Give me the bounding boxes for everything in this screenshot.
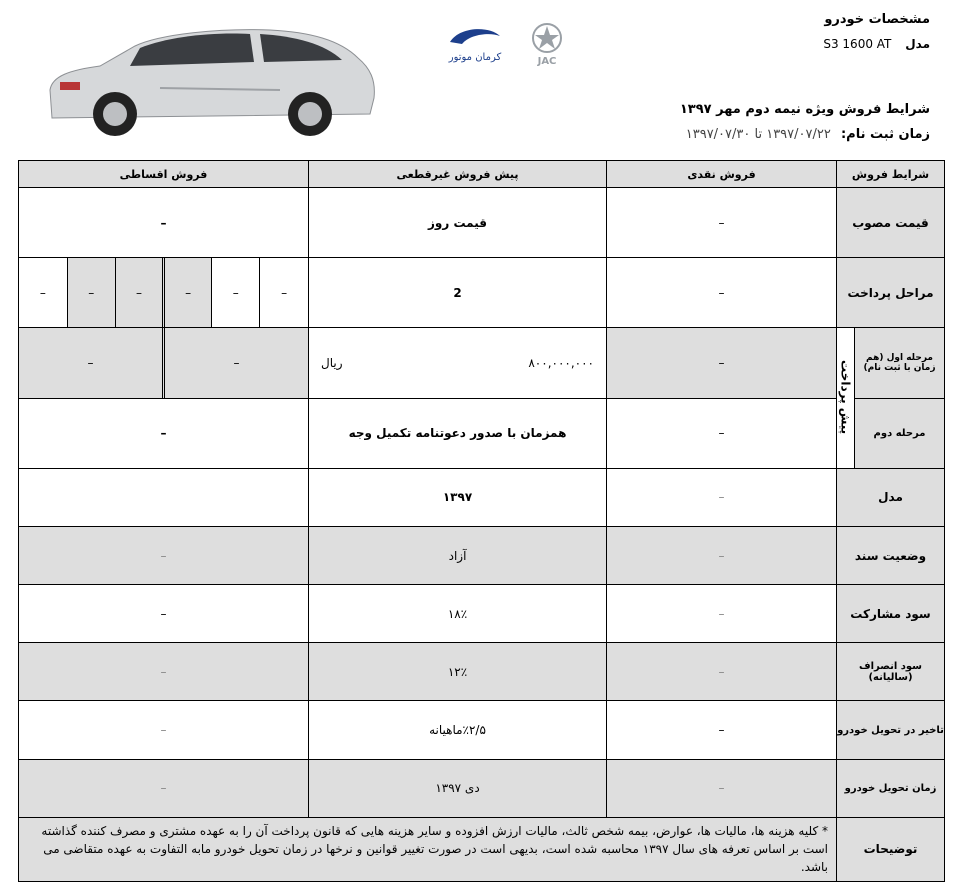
cell-model-presale: ۱۳۹۷: [309, 468, 607, 526]
row-label-stage1: مرحله اول (هم زمان با ثبت نام): [855, 328, 945, 398]
cell-cancel-profit-presale: ۱۲٪: [309, 643, 607, 701]
row-label-stage2: مرحله دوم: [855, 398, 945, 468]
cell-cancel-profit-cash: –: [607, 643, 837, 701]
row-label-doc-status: وضعیت سند: [837, 526, 945, 584]
cell-price-cash: –: [607, 188, 837, 258]
cell-delivery-installment: –: [19, 759, 309, 817]
svg-text:کرمان موتور: کرمان موتور: [448, 52, 502, 63]
stage-sub-cell: –: [115, 258, 163, 327]
stage-sub-cell: –: [260, 258, 308, 327]
kerman-motor-logo: [440, 22, 510, 66]
table-row: [19, 585, 945, 643]
row-label-delivery: زمان تحویل خودرو: [837, 759, 945, 817]
row-label-profit: سود مشارکت: [837, 585, 945, 643]
sale-title: شرایط فروش ویژه نیمه دوم مهر ۱۳۹۷: [679, 102, 930, 117]
cell-doc-status-cash: –: [607, 526, 837, 584]
svg-text:JAC: JAC: [537, 56, 557, 66]
cell-stages-cash: –: [607, 258, 837, 328]
cell-delivery-cash: –: [607, 759, 837, 817]
cell-model-installment: [19, 468, 309, 526]
row-label-cancel-profit: سود انصراف (سالیانه): [837, 643, 945, 701]
header-installment: فروش اقساطی: [19, 161, 309, 188]
header: [0, 0, 960, 160]
cell-stages-presale: 2: [309, 258, 607, 328]
cell-stage1-cash: –: [607, 328, 837, 398]
cell-stage1-presale: [309, 328, 607, 398]
cell-stage2-installment: –: [19, 398, 309, 468]
stage1-amount-unit: ریال: [321, 356, 343, 371]
cell-delivery-presale: دی ۱۳۹۷: [309, 759, 607, 817]
stage-sub-cell: –: [39, 285, 46, 300]
cell-doc-status-installment: –: [19, 526, 309, 584]
table-row: [19, 468, 945, 526]
table-row: [19, 258, 945, 328]
cell-delay-presale: ٪۲/۵ماهیانه: [309, 701, 607, 759]
cell-model-cash: –: [607, 468, 837, 526]
stage-sub-cell: –: [212, 258, 260, 327]
model-label: مدل: [905, 37, 930, 51]
cell-delay-cash: –: [607, 701, 837, 759]
cell-profit-presale: ۱۸٪: [309, 585, 607, 643]
cell-delay-installment: –: [19, 701, 309, 759]
prepay-label: پیش پرداخت: [838, 359, 853, 434]
row-label-stages: مراحل پرداخت: [837, 258, 945, 328]
table-row: [19, 526, 945, 584]
registration-dates: ۱۳۹۷/۰۷/۲۲ تا ۱۳۹۷/۰۷/۳۰: [685, 127, 831, 142]
stage1-installment-subgrid: [19, 328, 308, 397]
cell-profit-cash: –: [607, 585, 837, 643]
spec-title: مشخصات خودرو: [824, 12, 930, 27]
row-label-price: قیمت مصوب: [837, 188, 945, 258]
stage1-sub-cell: –: [164, 328, 309, 397]
table-row: [19, 328, 945, 398]
registration-label: زمان ثبت نام:: [840, 127, 930, 142]
stage1-sub-cell: –: [87, 356, 94, 371]
table-row: [19, 188, 945, 258]
notes-text: * کلیه هزینه ها، مالیات ها، عوارض، بیمه شخص ثالث، مالیات ارزش افزوده و سایر هزینه هایی که قانون پرداخت آن را به عهده مشتری و مصرف کننده گذاشته است بر اساس تعرفه های سال ۱۳۹۷ محاسبه شده است، بدیهی است در صورت تغییر قوانین و نرخها در زمان تحویل خودرو مابه التفاوت به عهده متقاضی می باشد.: [19, 817, 837, 881]
prepay-vertical-label: [837, 328, 855, 468]
cell-price-installment: –: [19, 188, 309, 258]
car-image: [40, 18, 380, 138]
cell-stages-installment: [19, 258, 309, 328]
stage-sub-cell: –: [164, 258, 212, 327]
table-row: [19, 701, 945, 759]
cell-stage2-cash: –: [607, 398, 837, 468]
header-conditions: شرایط فروش: [837, 161, 945, 188]
stage1-amount-value: ۸۰۰,۰۰۰,۰۰۰: [528, 356, 594, 371]
table-row: [19, 759, 945, 817]
model-value: S3 1600 AT: [823, 37, 892, 51]
row-label-model: مدل: [837, 468, 945, 526]
table-row: [19, 643, 945, 701]
cell-cancel-profit-installment: –: [19, 643, 309, 701]
registration-line: [686, 127, 930, 142]
cell-stage1-installment: [19, 328, 309, 398]
header-presale: پیش فروش غیرقطعی: [309, 161, 607, 188]
cell-price-presale: قیمت روز: [309, 188, 607, 258]
header-cash: فروش نقدی: [607, 161, 837, 188]
table-header-row: [19, 161, 945, 188]
table-row: [19, 817, 945, 881]
row-label-notes: توضیحات: [837, 817, 945, 881]
row-label-delay: تاخیر در تحویل خودرو: [837, 701, 945, 759]
cell-stage2-presale: همزمان با صدور دعوتنامه تکمیل وجه: [309, 398, 607, 468]
cell-doc-status-presale: آزاد: [309, 526, 607, 584]
sales-conditions-table: [18, 160, 945, 882]
stage1-amount: [309, 356, 606, 370]
jac-logo: [515, 22, 579, 66]
table-row: [19, 398, 945, 468]
cell-profit-installment: –: [19, 585, 309, 643]
stage-sub-cell: –: [67, 258, 115, 327]
stages-installment-subgrid: [19, 258, 308, 327]
model-line: [823, 37, 930, 51]
